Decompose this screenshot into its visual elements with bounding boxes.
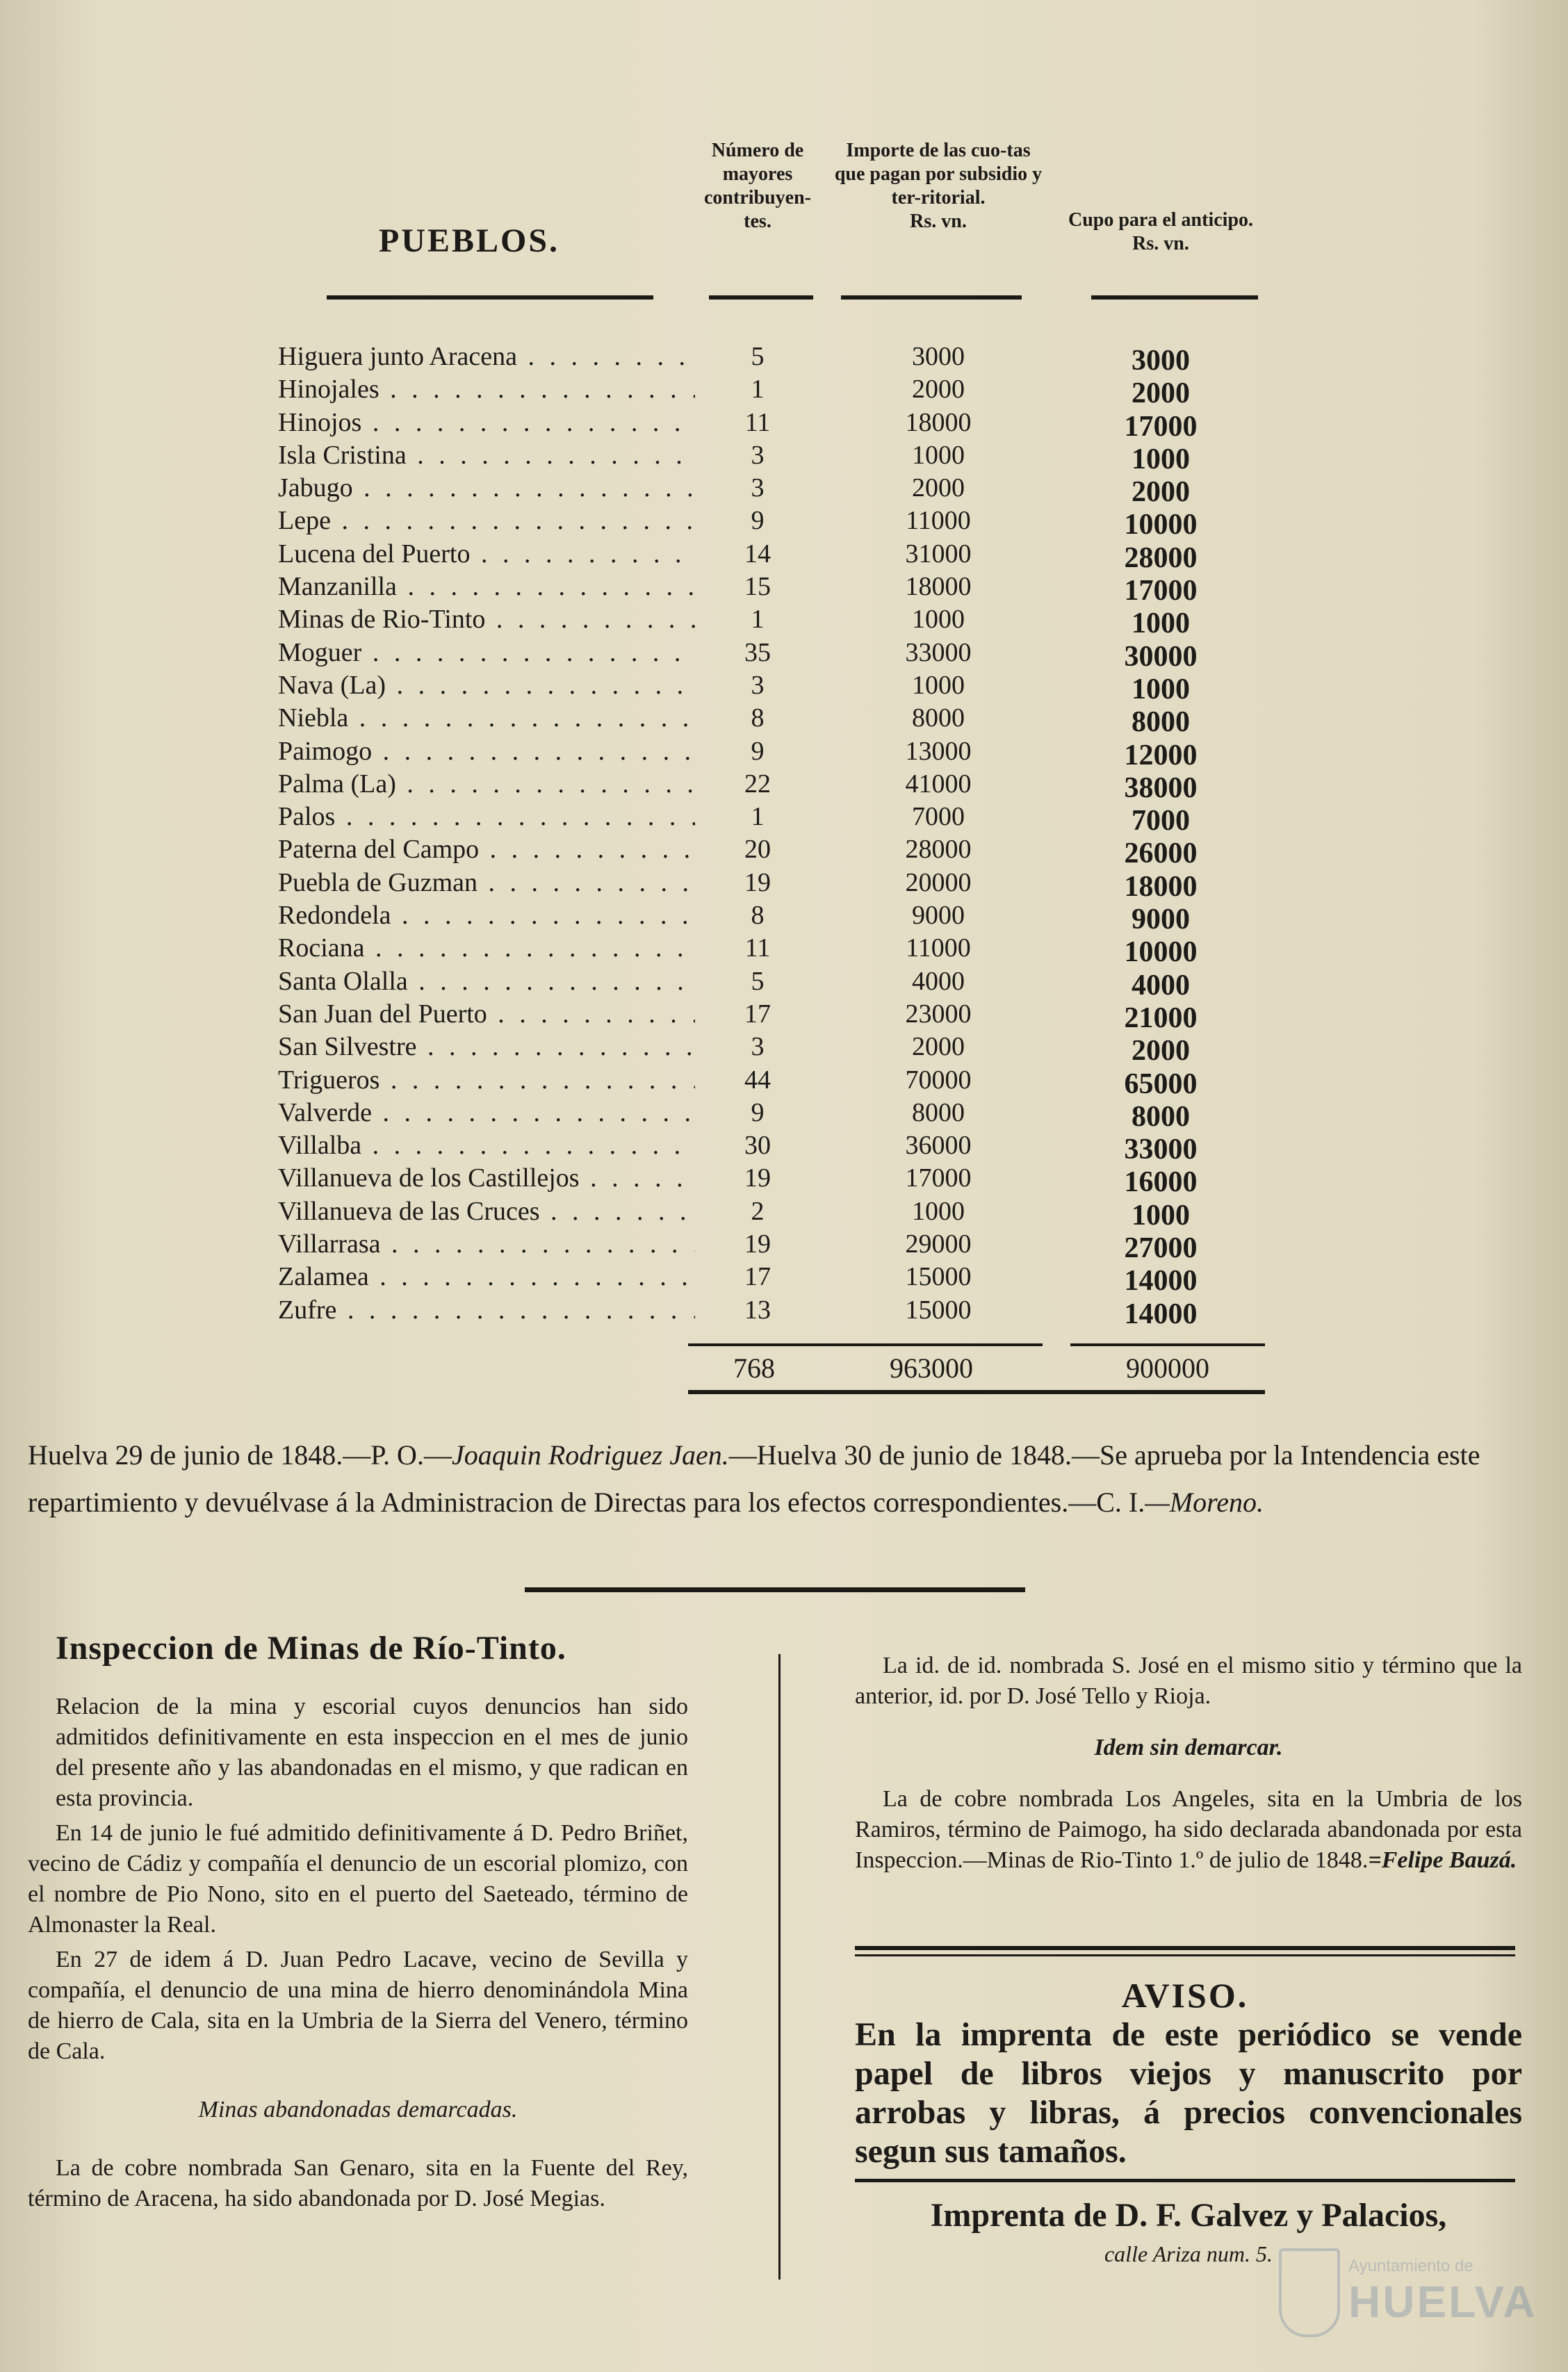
total-importe: 963000 [890, 1352, 973, 1384]
numero-cell: 2 [751, 1196, 765, 1226]
table-row [264, 867, 1265, 903]
numero-cell: 3 [751, 670, 765, 700]
table-row [264, 1097, 1265, 1133]
numero-cell: 20 [744, 835, 771, 865]
cupo-cell: 9000 [1132, 903, 1190, 936]
numero-cell: 44 [744, 1065, 771, 1095]
pueblo-name: Minas de Rio-Tinto . . . [278, 603, 695, 636]
numero-cell: 1 [751, 605, 765, 635]
numero-cell: 9 [751, 736, 765, 766]
aviso-rule [855, 1946, 1515, 1950]
cupo-cell: 1000 [1132, 443, 1190, 475]
table-row [264, 1064, 1265, 1100]
pueblo-name: Trigueros . . . [278, 1064, 695, 1097]
importe-cell: 20000 [905, 867, 972, 897]
table-row [264, 1195, 1265, 1232]
table-row [264, 1031, 1265, 1068]
numero-cell: 9 [751, 506, 765, 536]
section-title: Inspeccion de Minas de Río-Tinto. [56, 1630, 566, 1667]
importe-cell: 1000 [912, 605, 965, 635]
importe-cell: 13000 [905, 736, 972, 766]
table-row [264, 603, 1265, 640]
total-rule [688, 1343, 820, 1346]
numero-cell: 11 [744, 933, 771, 963]
bleed-through-text [1387, 125, 1568, 1307]
importe-cell: 7000 [912, 802, 965, 832]
total-rule [820, 1343, 1043, 1346]
importe-cell: 36000 [905, 1131, 972, 1161]
bottom-rule [688, 1390, 1265, 1394]
pueblo-name: Villalba . . . [278, 1129, 695, 1162]
numero-cell: 1 [751, 802, 765, 832]
pueblo-name: Nava (La) . . . [278, 669, 695, 702]
cupo-cell: 4000 [1132, 969, 1190, 1001]
numero-cell: 17 [744, 1262, 771, 1292]
header-pueblos: PUEBLOS. [378, 222, 560, 259]
table-row [264, 637, 1265, 673]
importe-cell: 11000 [906, 506, 971, 536]
numero-cell: 8 [751, 703, 765, 733]
pueblo-name: Moguer . . . [278, 637, 695, 669]
importe-cell: 8000 [912, 703, 965, 733]
pueblo-name: Lucena del Puerto . . . [278, 538, 695, 571]
cupo-cell: 10000 [1124, 509, 1198, 541]
numero-cell: 1 [751, 375, 765, 404]
pueblo-name: Lepe . . . [278, 505, 695, 537]
numero-cell: 14 [744, 539, 771, 569]
pueblo-name: Paimogo . . . [278, 735, 695, 768]
importe-cell: 3000 [912, 342, 965, 371]
aviso-body: En la imprenta de este periódico se vende papel de libros viejos y manuscrito por arrobas y libras, á precios convencionales segun sus tamaños. [855, 2016, 1522, 2170]
header-rule [709, 295, 813, 300]
paragraph: La id. de id. nombrada S. José en el mismo sitio y término que la anterior, id. por D. José Tello y Rioja. [855, 1653, 1522, 1709]
header-rule [841, 295, 1022, 300]
importe-cell: 8000 [912, 1097, 965, 1127]
cupo-cell: 17000 [1124, 410, 1198, 443]
watermark-line1: Ayuntamiento de [1348, 2257, 1473, 2275]
table-row [264, 407, 1265, 443]
cupo-cell: 8000 [1132, 1100, 1190, 1133]
pueblo-name: Redondela . . . [278, 899, 695, 932]
importe-cell: 11000 [906, 933, 971, 963]
aviso-title: AVISO. [1121, 1976, 1249, 2015]
signature: =Felipe Bauzá. [1368, 1847, 1517, 1873]
cupo-cell: 12000 [1124, 739, 1198, 771]
table-row [264, 735, 1265, 771]
cupo-cell: 7000 [1132, 805, 1190, 837]
header-rule [1091, 295, 1258, 300]
left-column [28, 1630, 688, 2218]
paragraph: La de cobre nombrada San Genaro, sita en la Fuente del Rey, término de Aracena, ha sido abandonada por D. José Megias. [28, 2155, 688, 2211]
table-row [264, 538, 1265, 574]
importe-cell: 1000 [912, 1196, 965, 1226]
table-body [264, 341, 1265, 1330]
pueblo-name: Palma (La) . . . [278, 768, 695, 801]
pueblo-name: Jabugo . . . [278, 472, 695, 505]
numero-cell: 3 [751, 440, 765, 470]
right-column [855, 1651, 1522, 1883]
table-row [264, 1261, 1265, 1298]
table-row [264, 439, 1265, 475]
numero-cell: 30 [744, 1131, 771, 1161]
table-row [264, 932, 1265, 969]
table-row [264, 571, 1265, 607]
cupo-cell: 38000 [1124, 771, 1198, 804]
total-rule [1070, 1343, 1265, 1346]
importe-cell: 23000 [905, 999, 972, 1029]
cupo-cell: 3000 [1132, 345, 1190, 377]
importe-cell: 2000 [912, 1032, 965, 1062]
cupo-cell: 2000 [1132, 1035, 1190, 1068]
cupo-cell: 1000 [1132, 673, 1190, 705]
imprenta-rule [855, 2179, 1515, 2182]
table-row [264, 998, 1265, 1034]
pueblo-name: Puebla de Guzman . . . [278, 867, 695, 899]
cupo-cell: 65000 [1124, 1068, 1198, 1100]
numero-cell: 19 [744, 867, 771, 897]
importe-cell: 15000 [905, 1295, 972, 1325]
pueblo-name: Villanueva de los Castillejos . . . [278, 1162, 695, 1195]
cupo-cell: 27000 [1124, 1232, 1198, 1265]
cupo-cell: 28000 [1124, 541, 1198, 574]
column-divider [778, 1654, 781, 2280]
importe-cell: 70000 [905, 1065, 972, 1095]
table-row [264, 373, 1265, 410]
subheading: Minas abandonadas demarcadas. [198, 2097, 518, 2122]
importe-cell: 4000 [912, 966, 965, 996]
signer-name: Joaquin Rodriguez Jaen. [451, 1439, 729, 1471]
importe-cell: 9000 [912, 901, 965, 931]
subheading: Idem sin demarcar. [1094, 1735, 1283, 1760]
table-row [264, 472, 1265, 509]
importe-cell: 1000 [912, 670, 965, 700]
paragraph: En 14 de junio le fué admitido definitivamente á D. Pedro Briñet, vecino de Cádiz y compañía el denuncio de un escorial plomizo, con el nombre de Pio Nono, sito en el puerto del Saeteado, término de Almonaster la Real. [28, 1820, 688, 1938]
cupo-cell: 26000 [1124, 837, 1198, 870]
address-line: calle Ariza num. 5. [1104, 2241, 1273, 2266]
numero-cell: 11 [744, 407, 771, 437]
cupo-cell: 18000 [1124, 870, 1198, 903]
header-rule [327, 295, 653, 300]
cupo-cell: 8000 [1132, 706, 1190, 739]
table-row [264, 833, 1265, 870]
table-row [264, 965, 1265, 1001]
aviso-rule [855, 1954, 1515, 1956]
table-row [264, 801, 1265, 837]
approver-name: —Moreno. [1145, 1487, 1264, 1518]
totals-row [264, 1352, 1265, 1393]
importe-cell: 31000 [905, 539, 972, 569]
numero-cell: 5 [751, 342, 765, 371]
pueblo-name: Villarrasa . . . [278, 1228, 695, 1261]
pueblo-name: Hinojos . . . [278, 407, 695, 439]
importe-cell: 33000 [905, 637, 972, 667]
importe-cell: 18000 [905, 407, 972, 437]
pueblo-name: Zufre . . . [278, 1294, 695, 1327]
cupo-cell: 14000 [1124, 1298, 1198, 1330]
header-cupo: Cupo para el anticipo. Rs. vn. [1056, 139, 1265, 334]
numero-cell: 17 [744, 999, 771, 1029]
header-importe: Importe de las cuo-tas que pagan por subsidio y ter-ritorial. Rs. vn. [834, 140, 1043, 232]
table-row [264, 1294, 1265, 1330]
cupo-cell: 16000 [1124, 1166, 1198, 1199]
pueblo-name: Santa Olalla . . . [278, 965, 695, 998]
pueblo-name: Hinojales . . . [278, 373, 695, 406]
numero-cell: 35 [744, 637, 771, 667]
numero-cell: 5 [751, 966, 765, 996]
importe-cell: 2000 [912, 375, 965, 404]
numero-cell: 15 [744, 572, 771, 602]
intro-paragraph: Relacion de la mina y escorial cuyos denuncios han sido admitidos definitivamente en esta inspeccion en el mes de junio del presente año y las abandonadas en el mismo, y que radican en esta provincia. [56, 1694, 688, 1811]
cupo-cell: 14000 [1124, 1265, 1198, 1298]
cupo-cell: 33000 [1124, 1134, 1198, 1166]
watermark [1279, 2248, 1543, 2346]
table-row [264, 505, 1265, 541]
imprenta-line: Imprenta de D. F. Galvez y Palacios, [930, 2197, 1447, 2234]
importe-cell: 17000 [905, 1163, 972, 1193]
header-cupo-unit: Rs. vn. [1132, 233, 1189, 254]
importe-cell: 15000 [905, 1262, 972, 1292]
importe-cell: 2000 [912, 473, 965, 503]
total-numero: 768 [733, 1352, 775, 1384]
table-row [264, 768, 1265, 804]
paragraph: La de cobre nombrada Los Angeles, sita en la Umbria de los Ramiros, término de Paimogo, ha sido declarada abandonada por esta Inspeccion.—Minas de Rio-Tinto 1.º de julio de 1848.=Felipe Bauzá. [855, 1786, 1522, 1873]
table-row [264, 702, 1265, 739]
cupo-cell: 10000 [1124, 936, 1198, 969]
watermark-line2: HUELVA [1348, 2277, 1537, 2327]
total-cupo: 900000 [1126, 1352, 1209, 1384]
signoff-paragraph: Huelva 29 de junio de 1848.—P. O.—Joaquin Rodriguez Jaen.—Huelva 30 de junio de 1848.—Se aprueba por la Intendencia este repartimiento y devuélvase á la Administracion de Directas para los efectos correspondientes.—C. I.—Moreno. [28, 1439, 1480, 1518]
importe-cell: 41000 [905, 769, 972, 799]
numero-cell: 13 [744, 1295, 771, 1325]
paragraph: En 27 de idem á D. Juan Pedro Lacave, vecino de Sevilla y compañía, el denuncio de una mina de hierro denominándola Mina de hierro de Cala, sita en la Umbria de la Sierra del Venero, término de Cala. [28, 1947, 688, 2064]
pueblo-name: Higuera junto Aracena . . . [278, 341, 695, 373]
cupo-cell: 30000 [1124, 640, 1198, 673]
numero-cell: 9 [751, 1097, 765, 1127]
pueblo-name: Palos . . . [278, 801, 695, 833]
section-divider [525, 1587, 1025, 1592]
header-numero: Número de mayores contribuyen-tes. [704, 140, 811, 232]
numero-cell: 3 [751, 473, 765, 503]
cupo-cell: 2000 [1132, 476, 1190, 509]
pueblo-name: Villanueva de las Cruces . . . [278, 1195, 695, 1228]
table-row [264, 341, 1265, 377]
pueblo-name: Isla Cristina . . . [278, 439, 695, 472]
importe-cell: 28000 [905, 835, 972, 865]
numero-cell: 3 [751, 1032, 765, 1062]
importe-cell: 1000 [912, 440, 965, 470]
pueblo-name: Niebla . . . [278, 702, 695, 735]
table-row [264, 1228, 1265, 1265]
shield-icon [1279, 2248, 1340, 2337]
table-row [264, 1129, 1265, 1166]
pueblo-name: San Juan del Puerto . . . [278, 998, 695, 1031]
pueblo-name: Valverde . . . [278, 1097, 695, 1129]
importe-cell: 18000 [905, 572, 972, 602]
numero-cell: 22 [744, 769, 771, 799]
importe-cell: 29000 [905, 1229, 972, 1259]
cupo-cell: 21000 [1124, 1001, 1198, 1034]
numero-cell: 8 [751, 901, 765, 931]
cupo-cell: 1000 [1132, 1199, 1190, 1232]
table-row [264, 669, 1265, 705]
header-importe-unit: Rs. vn. [910, 211, 967, 232]
pueblo-name: Rociana . . . [278, 932, 695, 965]
pueblo-name: Zalamea . . . [278, 1261, 695, 1293]
cupo-cell: 1000 [1132, 607, 1190, 640]
pueblo-name: Paterna del Campo . . . [278, 833, 695, 866]
cupo-cell: 17000 [1124, 575, 1198, 607]
pueblo-name: Manzanilla . . . [278, 571, 695, 603]
numero-cell: 19 [744, 1163, 771, 1193]
cupo-cell: 2000 [1132, 377, 1190, 410]
table-row [264, 899, 1265, 936]
pueblo-name: San Silvestre . . . [278, 1031, 695, 1063]
numero-cell: 19 [744, 1229, 771, 1259]
table-row [264, 1162, 1265, 1199]
